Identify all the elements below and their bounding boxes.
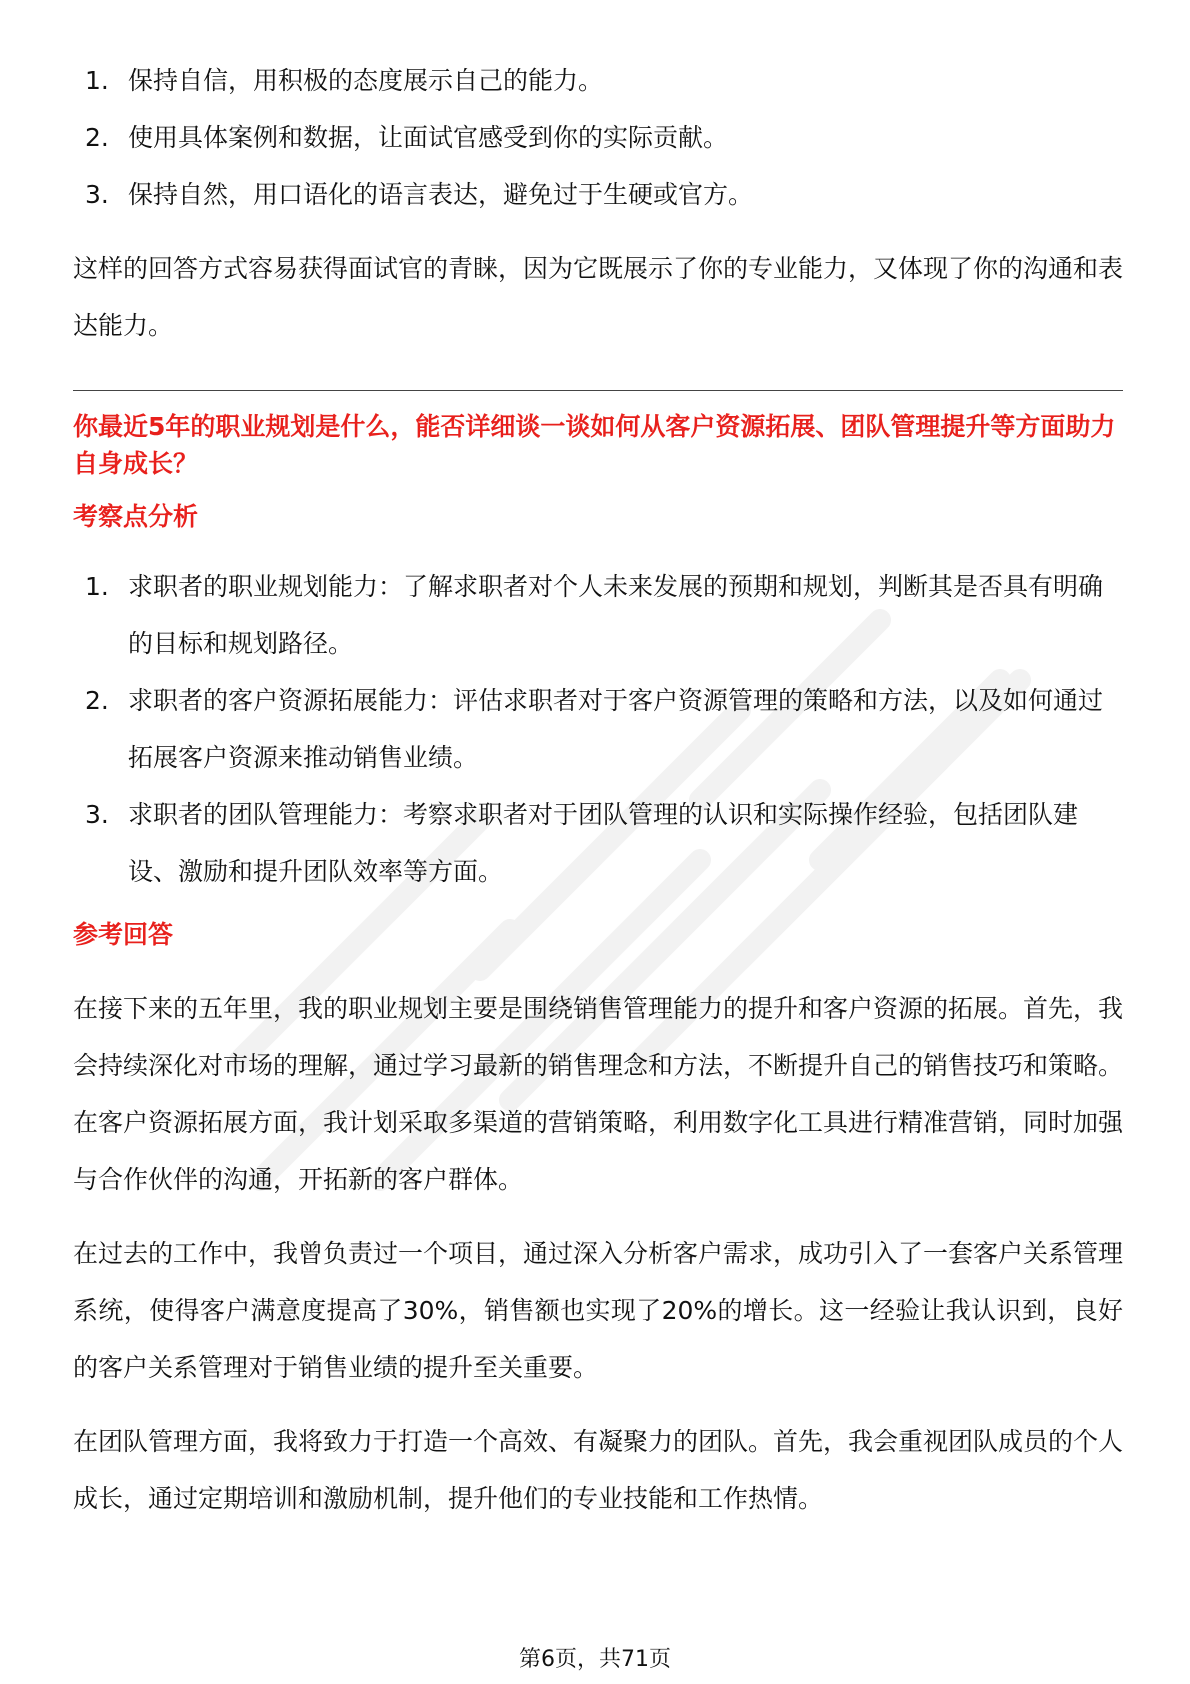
analysis-list — [73, 558, 1123, 900]
section-divider — [73, 390, 1123, 391]
list-number: 1. — [85, 66, 109, 95]
answer-body — [73, 980, 1123, 1527]
list-text: 保持自信，用积极的态度展示自己的能力。 — [128, 66, 604, 95]
answer-heading: 参考回答 — [73, 920, 174, 949]
analysis-heading: 考察点分析 — [73, 502, 199, 531]
list-item — [73, 558, 1123, 672]
list-number: 1. — [85, 572, 109, 601]
list-number: 2. — [85, 686, 109, 715]
page-footer: 第6页，共71页 — [519, 1647, 671, 1672]
list-text: 使用具体案例和数据，让面试官感受到你的实际贡献。 — [128, 123, 729, 152]
closing-paragraph: 这样的回答方式容易获得面试官的青睐，因为它既展示了你的专业能力，又体现了你的沟通和表达能力。 — [73, 254, 1124, 340]
list-text: 求职者的团队管理能力：考察求职者对于团队管理的认识和实际操作经验，包括团队建设、激励和提升团队效率等方面。 — [128, 800, 1079, 886]
answer-paragraph: 在过去的工作中，我曾负责过一个项目，通过深入分析客户需求，成功引入了一套客户关系管理系统，使得客户满意度提高了30%，销售额也实现了20%的增长。这一经验让我认识到，良好的客户关系管理对于销售业绩的提升至关重要。 — [73, 1239, 1124, 1382]
tips-list — [73, 52, 1123, 223]
list-text: 求职者的职业规划能力：了解求职者对个人未来发展的预期和规划，判断其是否具有明确的目标和规划路径。 — [128, 572, 1104, 658]
content-area — [73, 52, 1123, 1527]
list-number: 3. — [85, 180, 109, 209]
list-item — [73, 672, 1123, 786]
list-number: 3. — [85, 800, 109, 829]
interview-question: 你最近5年的职业规划是什么，能否详细谈一谈如何从客户资源拓展、团队管理提升等方面助力自身成长？ — [73, 412, 1116, 478]
list-item — [73, 52, 1123, 109]
answer-paragraph: 在接下来的五年里，我的职业规划主要是围绕销售管理能力的提升和客户资源的拓展。首先，我会持续深化对市场的理解，通过学习最新的销售理念和方法，不断提升自己的销售技巧和策略。在客户资源拓展方面，我计划采取多渠道的营销策略，利用数字化工具进行精准营销，同时加强与合作伙伴的沟通，开拓新的客户群体。 — [73, 994, 1124, 1194]
list-text: 求职者的客户资源拓展能力：评估求职者对于客户资源管理的策略和方法，以及如何通过拓展客户资源来推动销售业绩。 — [128, 686, 1104, 772]
list-item — [73, 109, 1123, 166]
list-text: 保持自然，用口语化的语言表达，避免过于生硬或官方。 — [128, 180, 754, 209]
answer-paragraph: 在团队管理方面，我将致力于打造一个高效、有凝聚力的团队。首先，我会重视团队成员的个人成长，通过定期培训和激励机制，提升他们的专业技能和工作热情。 — [73, 1427, 1124, 1513]
list-item — [73, 166, 1123, 223]
list-item — [73, 786, 1123, 900]
list-number: 2. — [85, 123, 109, 152]
